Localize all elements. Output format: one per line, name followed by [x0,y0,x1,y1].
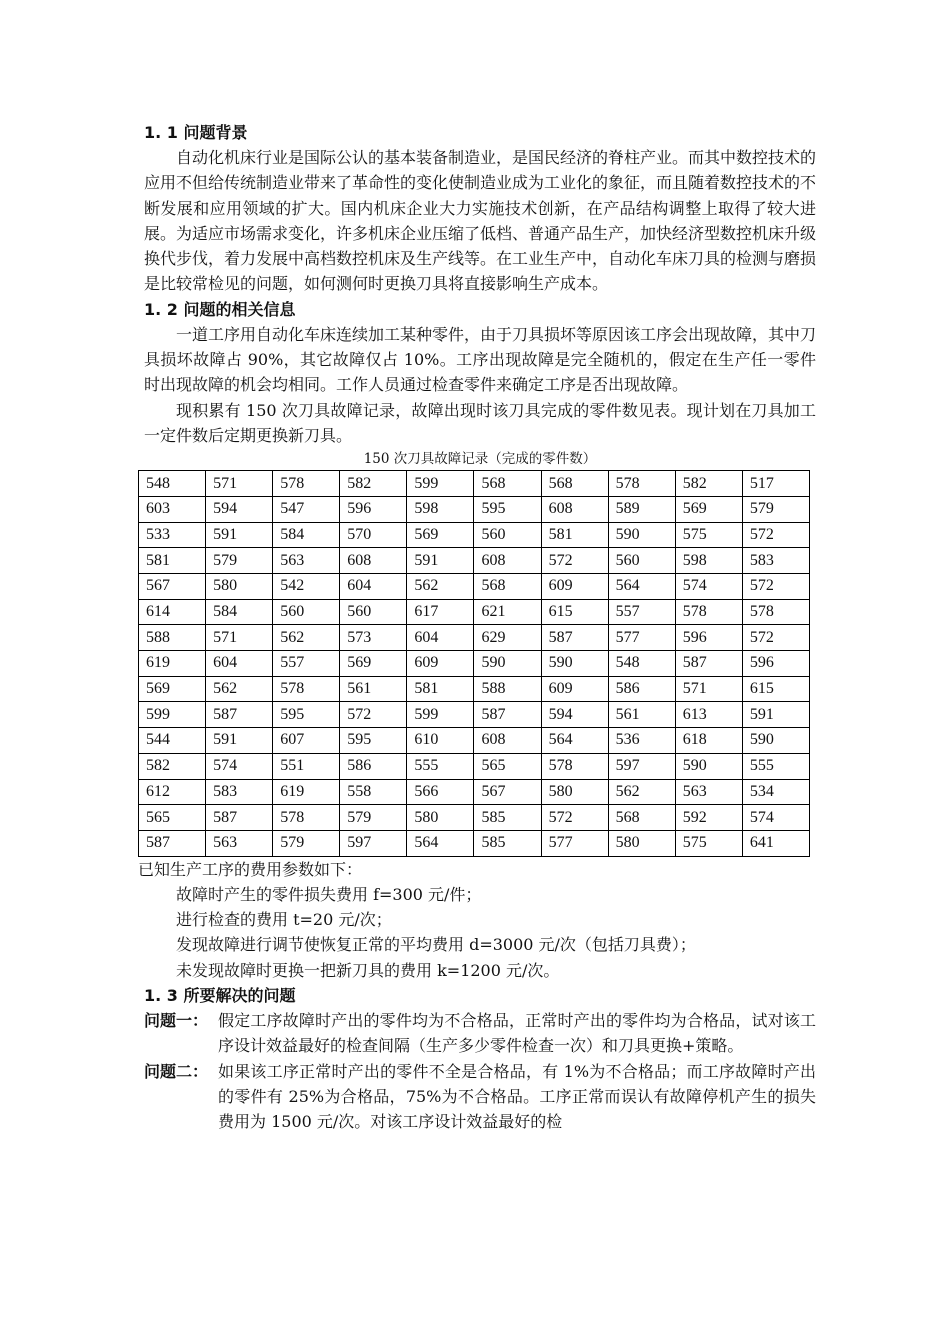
table-cell: 583 [742,548,809,574]
table-cell: 590 [474,651,541,677]
problem-one-text: 假定工序故障时产出的零件均为不合格品，正常时产出的零件均为合格品，试对该工序设计效益最好的检查间隔（生产多少零件检查一次）和刀具更换+策略。 [218,1011,816,1056]
table-cell: 609 [541,574,608,600]
section-heading-background: 1. 1 问题背景 [144,123,248,142]
table-cell: 534 [742,779,809,805]
table-cell: 587 [675,651,742,677]
table-cell: 612 [139,779,206,805]
table-cell: 578 [742,599,809,625]
table-cell: 573 [340,625,407,651]
table-cell: 570 [340,522,407,548]
table-cell: 595 [273,702,340,728]
table-cell: 579 [742,496,809,522]
table-row [139,548,810,574]
table-cell: 598 [675,548,742,574]
table-cell: 577 [608,625,675,651]
table-cell: 581 [407,676,474,702]
table-cell: 563 [273,548,340,574]
table-cell: 590 [608,522,675,548]
table-cell: 591 [206,728,273,754]
table-cell: 597 [608,753,675,779]
table-row [139,651,810,677]
table-cell: 586 [608,676,675,702]
table-cell: 594 [206,496,273,522]
table-cell: 583 [206,779,273,805]
table-cell: 575 [675,522,742,548]
table-cell: 577 [541,830,608,856]
table-cell: 591 [407,548,474,574]
info-paragraph-2: 现积累有 150 次刀具故障记录，故障出现时该刀具完成的零件数见表。现计划在刀具加工一定件数后定期更换新刀具。 [144,400,816,445]
problem-one [144,1008,816,1059]
table-cell: 569 [340,651,407,677]
table-cell: 621 [474,599,541,625]
table-cell: 560 [474,522,541,548]
table-cell: 578 [675,599,742,625]
table-cell: 536 [608,728,675,754]
table-cell: 562 [407,574,474,600]
table-row [139,522,810,548]
table-cell: 568 [541,471,608,497]
table-cell: 589 [608,496,675,522]
table-cell: 561 [340,676,407,702]
table-cell: 557 [608,599,675,625]
table-cell: 587 [206,805,273,831]
info-paragraph-1: 一道工序用自动化车床连续加工某种零件，由于刀具损坏等原因该工序会出现故障，其中刀具损坏故障占 90%，其它故障仅占 10%。工序出现故障是完全随机的，假定在生产任一零件时出现故障的机会均相同。工作人员通过检查零件来确定工序是否出现故障。 [144,324,817,395]
table-row [139,625,810,651]
table-cell: 590 [742,728,809,754]
table-cell: 579 [206,548,273,574]
problem-two-label: 问题二： [144,1061,209,1081]
table-cell: 629 [474,625,541,651]
table-cell: 517 [742,471,809,497]
problem-two-text: 如果该工序正常时产出的零件不全是合格品，有 1%为不合格品；而工序故障时产出的零件有 25%为合格品，75%为不合格品。工序正常而误认有故障停机产生的损失费用为 1500 元/次。对该工序设计效益最好的检 [218,1061,816,1132]
table-cell: 609 [407,651,474,677]
table-cell: 585 [474,830,541,856]
table-cell: 591 [206,522,273,548]
fault-record-table [138,470,810,856]
table-cell: 588 [474,676,541,702]
table-cell: 562 [206,676,273,702]
table-cell: 560 [340,599,407,625]
document-page [138,120,817,1135]
table-cell: 584 [206,599,273,625]
table-cell: 578 [273,805,340,831]
table-row [139,805,810,831]
table-cell: 562 [608,779,675,805]
table-cell: 608 [340,548,407,574]
table-cell: 582 [675,471,742,497]
table-cell: 563 [675,779,742,805]
table-cell: 581 [139,548,206,574]
table-row [139,830,810,856]
table-cell: 571 [675,676,742,702]
table-row [139,471,810,497]
table-cell: 560 [273,599,340,625]
table-cell: 597 [340,830,407,856]
table-cell: 575 [675,830,742,856]
table-row [139,496,810,522]
table-cell: 578 [273,676,340,702]
section-heading-problems: 1. 3 所要解决的问题 [144,986,296,1006]
table-row [139,599,810,625]
table-cell: 563 [206,830,273,856]
table-cell: 579 [273,830,340,856]
table-cell: 608 [474,548,541,574]
table-cell: 582 [139,753,206,779]
table-cell: 580 [608,830,675,856]
cost-intro: 已知生产工序的费用参数如下： [138,859,363,879]
table-cell: 569 [407,522,474,548]
table-cell: 609 [541,676,608,702]
table-cell: 574 [675,574,742,600]
table-cell: 565 [474,753,541,779]
table-cell: 587 [206,702,273,728]
table-cell: 596 [675,625,742,651]
table-row [139,779,810,805]
table-cell: 587 [474,702,541,728]
table-cell: 572 [541,805,608,831]
table-cell: 595 [340,728,407,754]
table-cell: 587 [541,625,608,651]
problem-two [144,1059,816,1135]
table-cell: 564 [608,574,675,600]
table-cell: 578 [541,753,608,779]
table-cell: 590 [675,753,742,779]
table-cell: 604 [340,574,407,600]
table-cell: 568 [474,471,541,497]
table-cell: 578 [273,471,340,497]
table-cell: 590 [541,651,608,677]
cost-item-d: 发现故障进行调节使恢复正常的平均费用 d=3000 元/次（包括刀具费）； [176,935,696,955]
table-cell: 584 [273,522,340,548]
table-cell: 595 [474,496,541,522]
table-cell: 568 [474,574,541,600]
table-cell: 572 [541,548,608,574]
section-heading-info: 1. 2 问题的相关信息 [144,299,296,319]
table-cell: 571 [206,471,273,497]
table-cell: 572 [742,625,809,651]
table-cell: 607 [273,728,340,754]
table-cell: 592 [675,805,742,831]
table-cell: 581 [541,522,608,548]
table-cell: 572 [340,702,407,728]
table-row [139,676,810,702]
table-cell: 568 [608,805,675,831]
table-cell: 587 [139,830,206,856]
table-cell: 619 [139,651,206,677]
table-cell: 619 [273,779,340,805]
table-cell: 547 [273,496,340,522]
table-cell: 548 [139,471,206,497]
table-cell: 604 [407,625,474,651]
table-cell: 617 [407,599,474,625]
table-cell: 567 [474,779,541,805]
table-cell: 558 [340,779,407,805]
table-cell: 580 [206,574,273,600]
table-cell: 580 [541,779,608,805]
table-cell: 599 [407,702,474,728]
table-cell: 562 [273,625,340,651]
table-cell: 615 [742,676,809,702]
table-cell: 591 [742,702,809,728]
table-cell: 566 [407,779,474,805]
table-cell: 599 [407,471,474,497]
table-cell: 578 [608,471,675,497]
table-cell: 608 [541,496,608,522]
table-cell: 585 [474,805,541,831]
table-row [139,702,810,728]
table-cell: 579 [340,805,407,831]
problem-one-label: 问题一： [144,1011,209,1031]
table-cell: 548 [608,651,675,677]
table-cell: 614 [139,599,206,625]
table-cell: 542 [273,574,340,600]
table-cell: 586 [340,753,407,779]
table-row [139,728,810,754]
table-cell: 565 [139,805,206,831]
table-cell: 615 [541,599,608,625]
table-cell: 618 [675,728,742,754]
table-cell: 574 [206,753,273,779]
table-cell: 561 [608,702,675,728]
table-cell: 641 [742,830,809,856]
table-cell: 598 [407,496,474,522]
cost-item-k: 未发现故障时更换一把新刀具的费用 k=1200 元/次。 [176,960,560,980]
background-paragraph: 自动化机床行业是国际公认的基本装备制造业，是国民经济的脊柱产业。而其中数控技术的应用不但给传统制造业带来了革命性的变化使制造业成为工业化的象征，而且随着数控技术的不断发展和应用领域的扩大。国内机床企业大力实施技术创新，在产品结构调整上取得了较大进展。为适应市场需求变化，许多机床企业压缩了低档、普通产品生产，加快经济型数控机床升级换代步伐，着力发展中高档数控机床及生产线等。在工业生产中，自动化车床刀具的检测与磨损是比较常检见的问题，如何测何时更换刀具将直接影响生产成本。 [144,148,817,294]
table-cell: 610 [407,728,474,754]
table-cell: 580 [407,805,474,831]
table-row [139,574,810,600]
table-cell: 569 [139,676,206,702]
cost-item-t: 进行检查的费用 t=20 元/次； [176,910,392,930]
table-cell: 571 [206,625,273,651]
table-cell: 564 [407,830,474,856]
table-cell: 564 [541,728,608,754]
table-cell: 555 [742,753,809,779]
table-row [139,753,810,779]
table-cell: 588 [139,625,206,651]
table-cell: 574 [742,805,809,831]
table-cell: 599 [139,702,206,728]
table-cell: 594 [541,702,608,728]
table-cell: 608 [474,728,541,754]
table-cell: 572 [742,522,809,548]
table-cell: 604 [206,651,273,677]
table-cell: 572 [742,574,809,600]
table-cell: 551 [273,753,340,779]
table-caption: 150 次刀具故障记录（完成的零件数） [363,451,597,468]
table-cell: 555 [407,753,474,779]
table-cell: 596 [742,651,809,677]
cost-item-f: 故障时产生的零件损失费用 f=300 元/件； [176,884,482,904]
table-cell: 544 [139,728,206,754]
table-cell: 596 [340,496,407,522]
table-cell: 613 [675,702,742,728]
table-cell: 603 [139,496,206,522]
table-cell: 557 [273,651,340,677]
table-cell: 567 [139,574,206,600]
table-cell: 560 [608,548,675,574]
table-cell: 569 [675,496,742,522]
table-cell: 582 [340,471,407,497]
table-cell: 533 [139,522,206,548]
